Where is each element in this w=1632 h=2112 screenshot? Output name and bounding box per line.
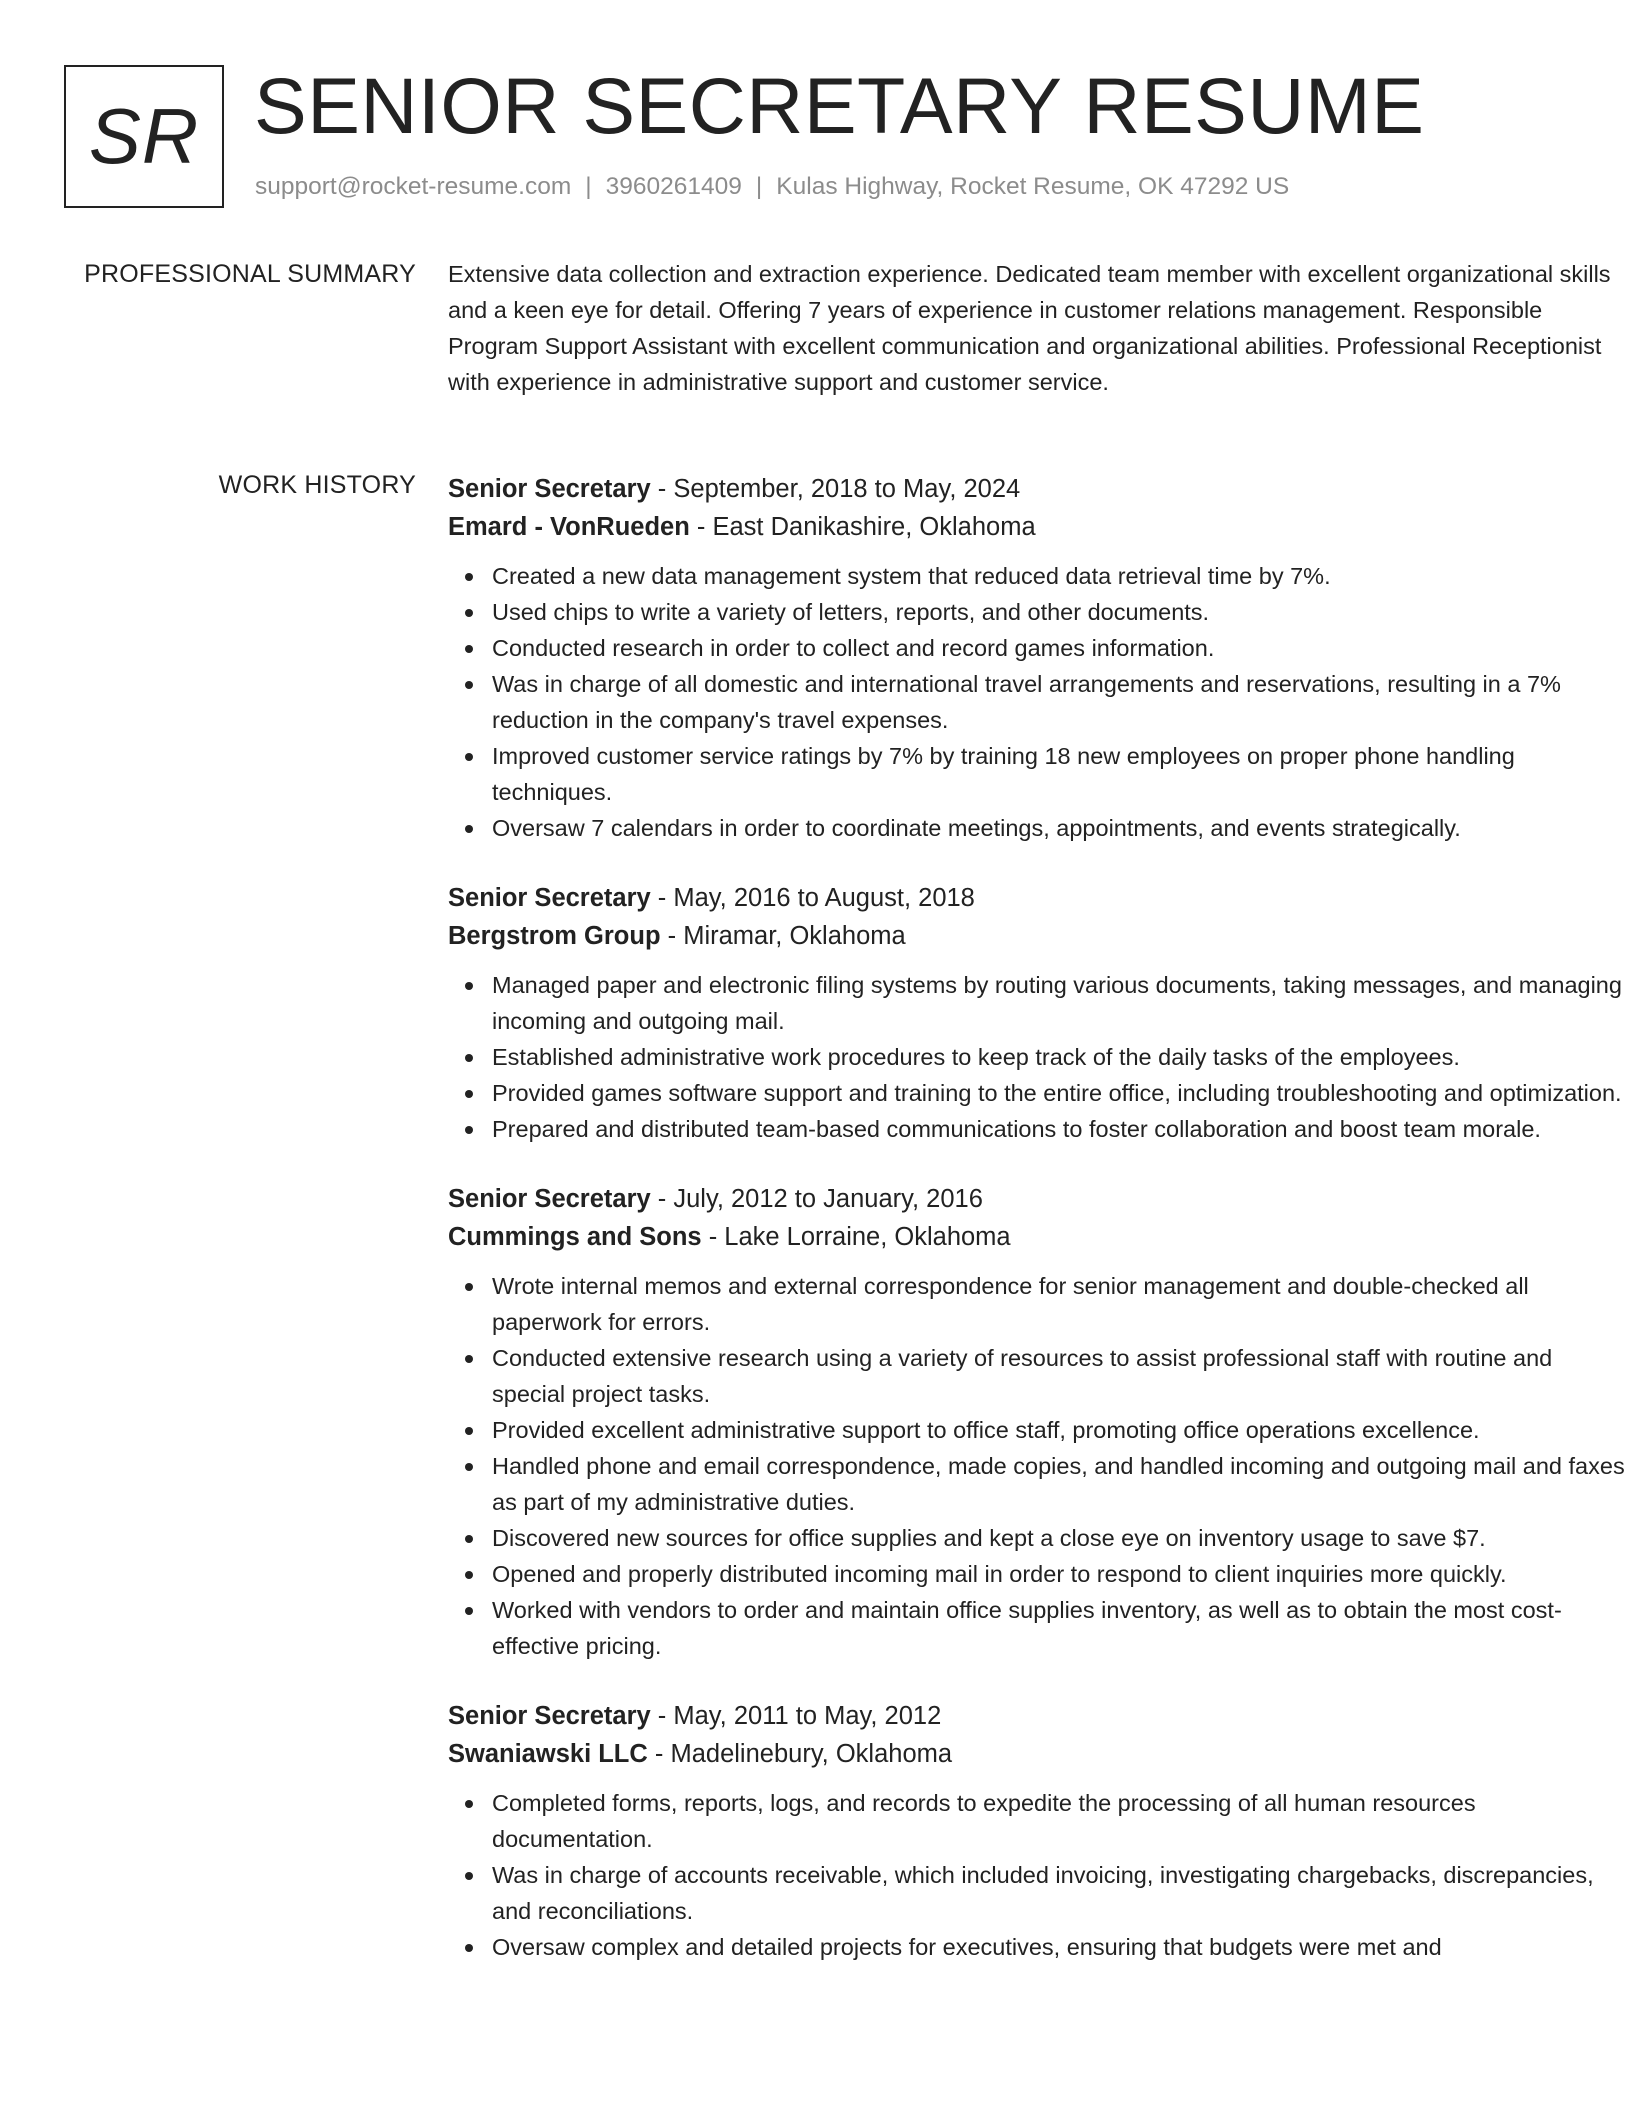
dash: - [660, 922, 684, 950]
job-bullet-list [448, 1268, 1628, 1664]
job-list [448, 470, 1628, 1998]
job-dates: May, 2011 to May, 2012 [673, 1702, 942, 1730]
job-bullet-list [448, 558, 1628, 846]
job-bullet: Provided games software support and training to the entire office, including troubleshooting and optimization. [448, 1075, 1628, 1111]
job-entry [448, 470, 1628, 846]
contact-separator: | [585, 173, 592, 200]
job-bullet: Improved customer service ratings by 7% by training 18 new employees on proper phone handling techniques. [448, 738, 1628, 810]
job-company-line [448, 508, 1628, 546]
job-bullet-list [448, 1785, 1628, 1965]
job-location: East Danikashire, Oklahoma [712, 513, 1036, 541]
job-location: Lake Lorraine, Oklahoma [724, 1223, 1011, 1251]
dash: - [650, 1702, 674, 1730]
job-location: Madelinebury, Oklahoma [670, 1740, 953, 1768]
job-bullet: Oversaw 7 calendars in order to coordinate meetings, appointments, and events strategically. [448, 810, 1628, 846]
job-company-line [448, 917, 1628, 955]
job-entry [448, 1180, 1628, 1664]
job-bullet: Opened and properly distributed incoming mail in order to respond to client inquiries more quickly. [448, 1556, 1628, 1592]
job-bullet: Established administrative work procedures to keep track of the daily tasks of the employees. [448, 1039, 1628, 1075]
job-bullet: Completed forms, reports, logs, and records to expedite the processing of all human resources documentation. [448, 1785, 1628, 1857]
job-title: Senior Secretary [448, 884, 651, 912]
dash: - [689, 513, 713, 541]
job-bullet: Discovered new sources for office supplies and kept a close eye on inventory usage to save $7. [448, 1520, 1628, 1556]
resume-title: SENIOR SECRETARY RESUME [254, 61, 1425, 150]
job-bullet: Worked with vendors to order and maintain office supplies inventory, as well as to obtain the most cost-effective pricing. [448, 1592, 1628, 1664]
dash: - [647, 1740, 671, 1768]
monogram-badge: SR [64, 65, 224, 208]
job-title-line [448, 879, 1628, 917]
job-bullet: Conducted research in order to collect and record games information. [448, 630, 1628, 666]
job-company: Bergstrom Group [448, 922, 661, 950]
summary-text: Extensive data collection and extraction experience. Dedicated team member with excellent organizational skills and a keen eye for detail. Offering 7 years of experience in customer relations management. Responsible Program Support Assistant with excellent communication and organizational abilities. Professional Receptionist with experience in administrative support and customer service. [448, 261, 1611, 395]
job-entry [448, 1697, 1628, 1965]
job-title-line [448, 1180, 1628, 1218]
job-dates: May, 2016 to August, 2018 [673, 884, 975, 912]
job-bullet-list [448, 967, 1628, 1147]
job-title: Senior Secretary [448, 1702, 651, 1730]
dash: - [650, 475, 674, 503]
job-entry [448, 879, 1628, 1147]
job-bullet: Conducted extensive research using a variety of resources to assist professional staff with routine and special project tasks. [448, 1340, 1628, 1412]
section-label-work-history: WORK HISTORY [218, 471, 416, 499]
contact-phone: 3960261409 [605, 173, 742, 200]
resume-header [64, 61, 1568, 215]
job-company: Emard - VonRueden [448, 513, 690, 541]
job-bullet: Used chips to write a variety of letters, reports, and other documents. [448, 594, 1628, 630]
job-bullet: Oversaw complex and detailed projects for executives, ensuring that budgets were met and [448, 1929, 1628, 1965]
job-title-line [448, 1697, 1628, 1735]
job-bullet: Created a new data management system that reduced data retrieval time by 7%. [448, 558, 1628, 594]
job-bullet: Handled phone and email correspondence, made copies, and handled incoming and outgoing mail and faxes as part of my administrative duties. [448, 1448, 1628, 1520]
job-company: Swaniawski LLC [448, 1740, 648, 1768]
job-company-line [448, 1218, 1628, 1256]
job-bullet: Wrote internal memos and external correspondence for senior management and double-checked all paperwork for errors. [448, 1268, 1628, 1340]
section-label-summary: PROFESSIONAL SUMMARY [84, 260, 416, 288]
job-company-line [448, 1735, 1628, 1773]
job-bullet: Provided excellent administrative support to office staff, promoting office operations excellence. [448, 1412, 1628, 1448]
job-title-line [448, 470, 1628, 508]
job-company: Cummings and Sons [448, 1223, 702, 1251]
job-dates: September, 2018 to May, 2024 [673, 475, 1021, 503]
dash: - [650, 884, 674, 912]
job-bullet: Prepared and distributed team-based communications to foster collaboration and boost team morale. [448, 1111, 1628, 1147]
contact-address: Kulas Highway, Rocket Resume, OK 47292 US [776, 173, 1290, 200]
contact-separator: | [755, 173, 763, 200]
job-dates: July, 2012 to January, 2016 [673, 1185, 983, 1213]
contact-email: support@rocket-resume.com [255, 173, 572, 200]
job-location: Miramar, Oklahoma [683, 922, 906, 950]
job-title: Senior Secretary [448, 1185, 651, 1213]
job-bullet: Managed paper and electronic filing systems by routing various documents, taking messages, and managing incoming and outgoing mail. [448, 967, 1628, 1039]
job-title: Senior Secretary [448, 475, 651, 503]
dash: - [701, 1223, 725, 1251]
contact-line [255, 173, 1289, 201]
dash: - [650, 1185, 674, 1213]
job-bullet: Was in charge of accounts receivable, which included invoicing, investigating chargebacks, discrepancies, and reconciliations. [448, 1857, 1628, 1929]
job-bullet: Was in charge of all domestic and international travel arrangements and reservations, resulting in a 7% reduction in the company's travel expenses. [448, 666, 1628, 738]
